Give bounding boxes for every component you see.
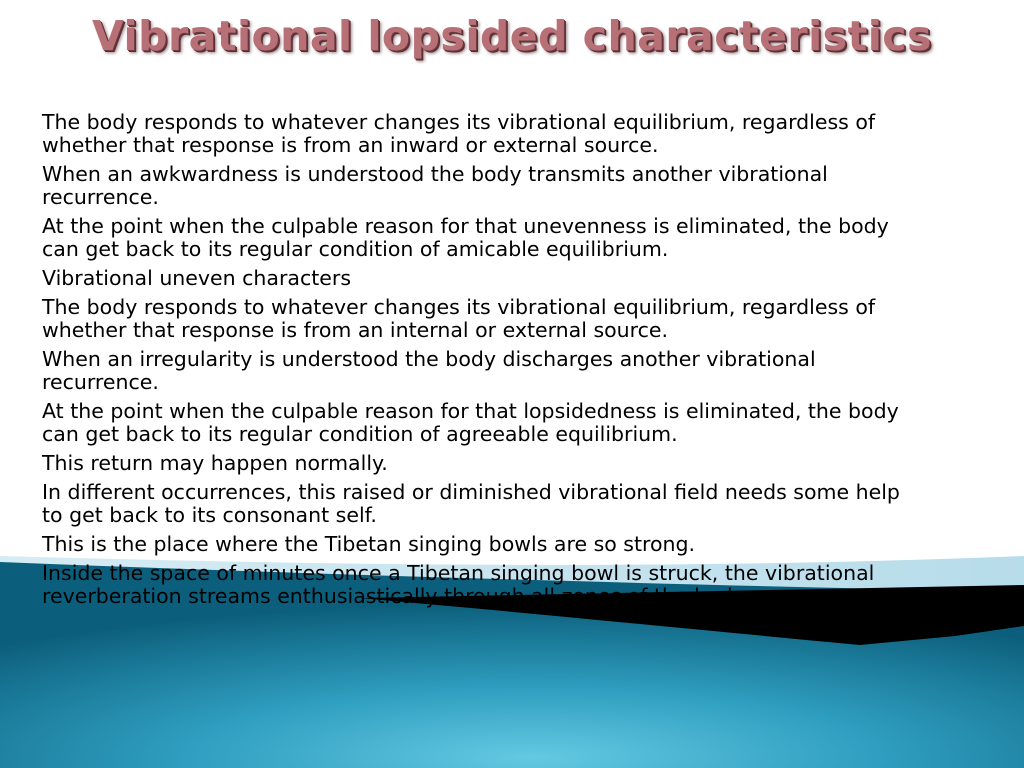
paragraph: This return may happen normally. xyxy=(42,451,388,475)
slide-title: Vibrational lopsided characteristics xyxy=(92,12,932,60)
paragraph: Vibrational uneven characters xyxy=(42,266,352,290)
paragraph: The body responds to whatever changes its vibrational equilibrium, regardless of whether that response is from an inward or external source. xyxy=(42,110,876,157)
slide-body xyxy=(42,111,922,614)
paragraph: Inside the space of minutes once a Tibetan singing bowl is struck, the vibrational reverberation streams enthusiastically through all zones of the body. xyxy=(42,561,875,608)
paragraph: This is the place where the Tibetan singing bowls are so strong. xyxy=(42,532,696,556)
paragraph: The body responds to whatever changes its vibrational equilibrium, regardless of whether that response is from an internal or external source. xyxy=(42,295,876,342)
paragraph: When an irregularity is understood the body discharges another vibrational recurrence. xyxy=(42,347,816,394)
paragraph: In different occurrences, this raised or diminished vibrational field needs some help to get back to its consonant self. xyxy=(42,480,900,527)
paragraph: At the point when the culpable reason for that unevenness is eliminated, the body can get back to its regular condition of amicable equilibrium. xyxy=(42,214,889,261)
paragraph: When an awkwardness is understood the body transmits another vibrational recurrence. xyxy=(42,162,828,209)
paragraph: At the point when the culpable reason for that lopsidedness is eliminated, the body can get back to its regular condition of agreeable equilibrium. xyxy=(42,399,899,446)
